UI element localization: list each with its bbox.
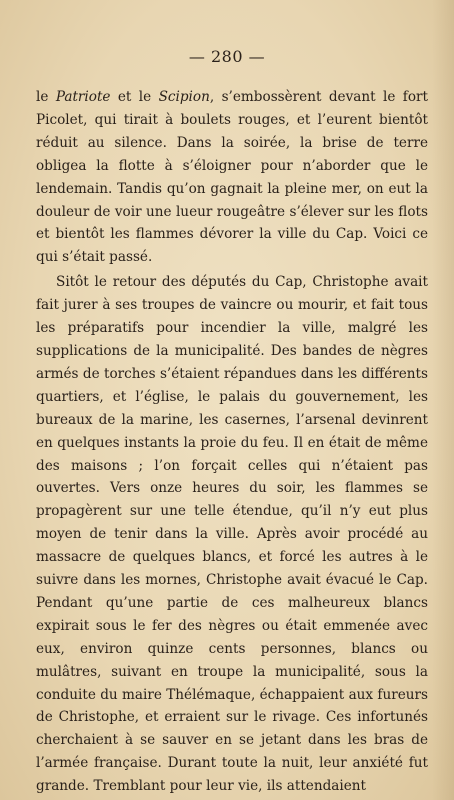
paragraph-continuation <box>36 86 428 269</box>
page-number: — 280 — <box>188 47 266 66</box>
ship-name-patriote: Patriote <box>55 89 111 105</box>
text-run: le <box>36 89 56 105</box>
ship-name-scipion: Scipion <box>158 89 210 105</box>
text-run: Sitôt le retour des députés du Cap, Christophe avait fait jurer à ses troupes de vaincre ou mourir, et fait tous les préparatifs pour incendier la ville, malgré les supplications de la municipalité. Des bandes de nègres armés de torches s’étaient répandues dans les différents quartiers, et l’église, le palais du gouvernement, les bureaux de la marine, les casernes, l’arsenal devinrent en quelques instants la proie du feu. Il en était de même des maisons ; l’on forçait celles qui n’étaient pas ouvertes. Vers onze heures du soir, les flammes se propagèrent sur une telle étendue, qu’il n’y eut plus moyen de tenir dans la ville. Après avoir procédé au massacre de quelques blancs, et forcé les autres à le suivre dans les mornes, Christophe avait évacué le Cap. Pendant qu’une partie de ces malheureux blancs expirait sous le fer des nègres ou était emmenée avec eux, environ quinze cents personnes, blancs ou mulâtres, suivant en troupe la municipalité, sous la conduite du maire Thélémaque, échappaient aux fureurs de Christophe, et erraient sur le rivage. Ces infortunés cherchaient à se sauver en se jetant dans les bras de l’armée française. Durant toute la nuit, leur anxiété fut grande. Tremblant pour leur vie, ils attendaient <box>36 274 428 795</box>
body-text <box>36 86 428 798</box>
paragraph <box>36 271 428 798</box>
page-gutter-shadow <box>432 0 454 800</box>
text-run: et le <box>110 89 159 105</box>
text-run: , s’embossèrent devant le fort Picolet, qui tirait à boulets rouges, et l’eurent bientôt réduit au silence. Dans la soirée, la brise de terre obligea la flotte à s’éloigner pour n’aborder que le lendemain. Tandis qu’on gagnait la pleine mer, on eut la douleur de voir une lueur rougeâtre s’élever sur les flots et bientôt les flammes dévorer la ville du Cap. Voici ce qui s’était passé. <box>36 89 428 266</box>
